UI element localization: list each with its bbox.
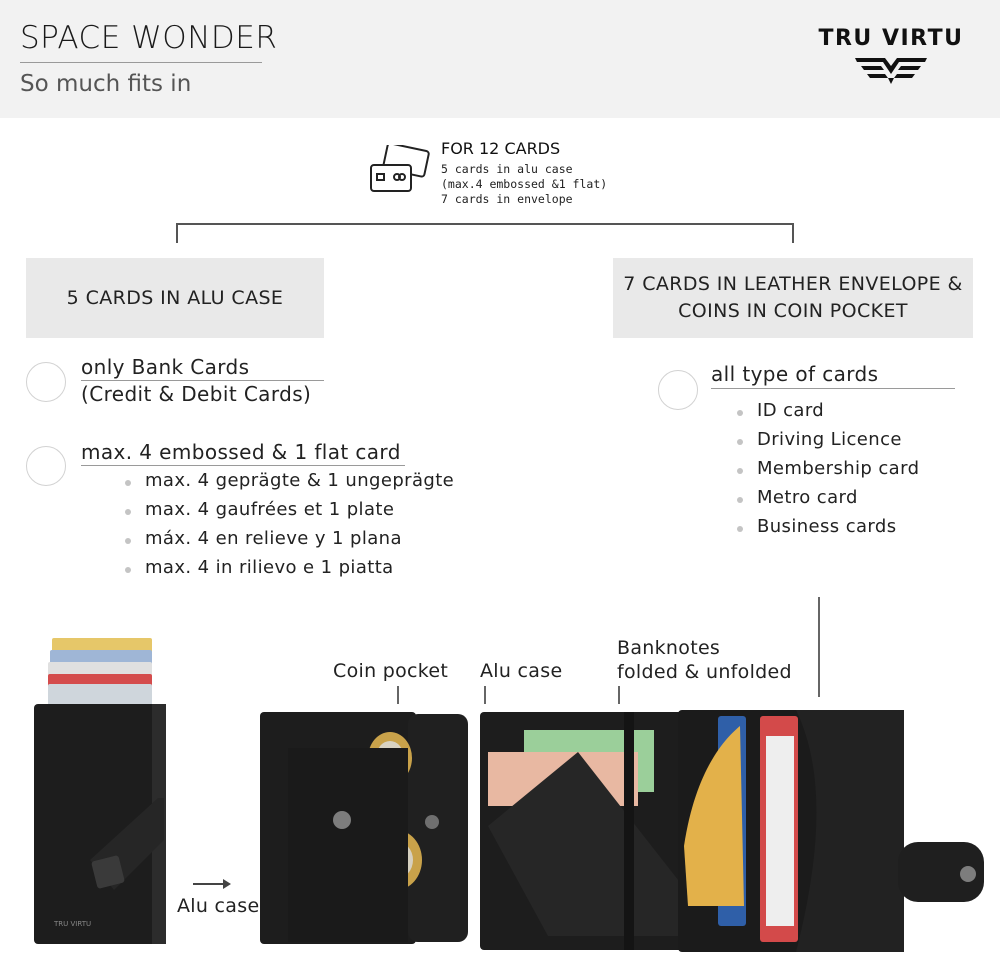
translation-item: máx. 4 en relieve y 1 plana xyxy=(145,528,402,549)
brand-emblem-icon xyxy=(855,54,927,86)
alu-case-heading: 5 CARDS IN ALU CASE xyxy=(66,286,284,309)
summary-line: 5 cards in alu case xyxy=(441,162,573,176)
card-type-item: Metro card xyxy=(757,487,858,508)
alu-case-bottom-label: Alu case xyxy=(177,895,260,917)
feature-embossed: max. 4 embossed & 1 flat card xyxy=(81,440,401,464)
summary-line: 7 cards in envelope xyxy=(441,192,573,206)
translation-item: max. 4 gaufrées et 1 plate xyxy=(145,499,395,520)
arrow-right-icon xyxy=(193,883,229,885)
feature-text: (Credit & Debit Cards) xyxy=(81,382,312,406)
open-envelope-photo xyxy=(478,706,990,952)
card-type-item: Membership card xyxy=(757,458,920,479)
wallet-closed-photo xyxy=(30,630,175,945)
translation-item: max. 4 in rilievo e 1 piatta xyxy=(145,557,394,578)
feature-text: only Bank Cards xyxy=(81,355,250,379)
feature-circle-icon xyxy=(26,362,66,402)
card-type-item: ID card xyxy=(757,400,825,421)
alu-case-heading-box xyxy=(26,258,324,338)
envelope-heading: COINS IN COIN POCKET xyxy=(678,300,908,322)
wallet-logo-text: TRU VIRTU xyxy=(54,920,92,928)
feature-all-cards: all type of cards xyxy=(711,362,879,386)
banknotes-label-line: Banknotes xyxy=(617,637,721,659)
banknotes-label xyxy=(617,636,792,684)
brand-logo xyxy=(800,26,982,88)
banknotes-label-line: folded & unfolded xyxy=(617,661,792,683)
summary-line: (max.4 embossed &1 flat) xyxy=(441,177,608,191)
coin-pocket-pointer xyxy=(397,686,399,704)
envelope-heading-box xyxy=(613,258,973,338)
feature-divider xyxy=(81,380,324,381)
alu-case-pointer xyxy=(484,686,486,704)
card-type-item: Business cards xyxy=(757,516,897,537)
feature-divider xyxy=(711,388,955,389)
feature-circle-icon xyxy=(26,446,66,486)
coin-pocket-photo xyxy=(258,710,470,946)
translation-item: max. 4 geprägte & 1 ungeprägte xyxy=(145,470,455,491)
envelope-heading: 7 CARDS IN LEATHER ENVELOPE & xyxy=(623,273,963,295)
page-subtitle: So much fits in xyxy=(20,71,192,97)
feature-divider xyxy=(81,465,405,466)
feature-bank-cards xyxy=(81,354,311,408)
brand-name: TRU VIRTU xyxy=(818,26,964,51)
banknotes-pointer xyxy=(618,686,620,704)
feature-circle-icon xyxy=(658,370,698,410)
split-bracket xyxy=(176,223,794,243)
coin-pocket-label: Coin pocket xyxy=(333,660,449,682)
card-type-item: Driving Licence xyxy=(757,429,902,450)
title-divider xyxy=(20,62,262,63)
summary-heading: FOR 12 CARDS xyxy=(441,139,561,158)
credit-cards-icon xyxy=(367,145,433,195)
envelope-pointer xyxy=(818,597,820,697)
page-title: SPACE WONDER xyxy=(20,20,278,56)
alu-case-label: Alu case xyxy=(480,660,563,682)
